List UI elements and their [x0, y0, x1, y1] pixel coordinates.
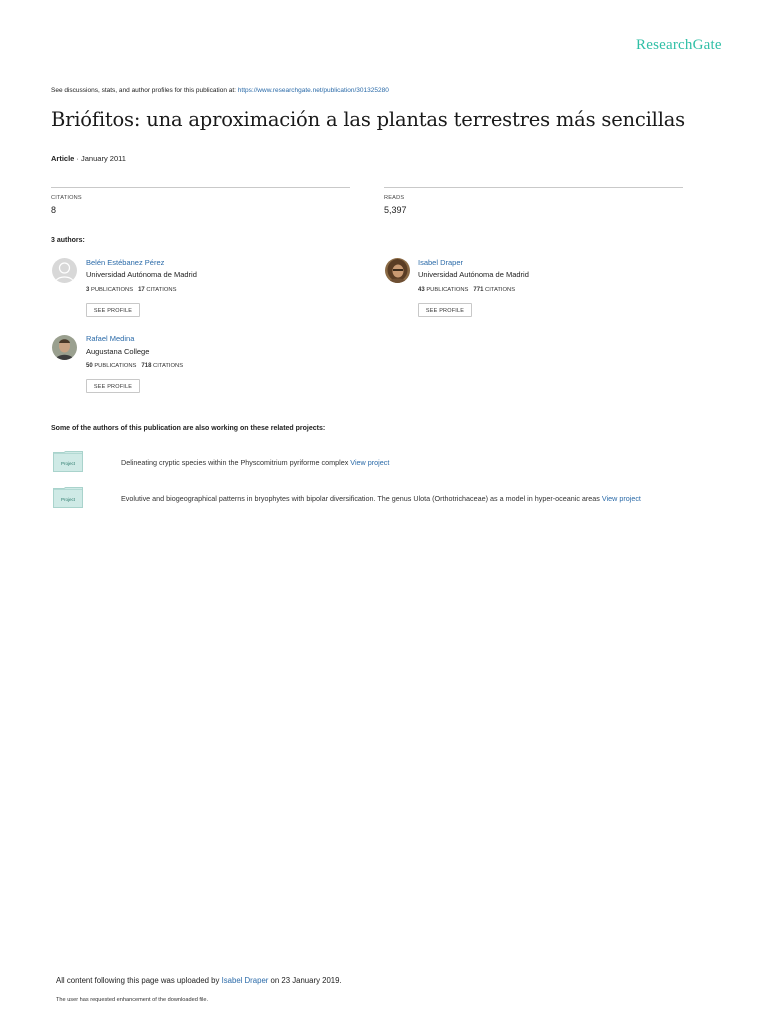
project-description — [121, 494, 641, 503]
uploader-link[interactable]: Isabel Draper — [221, 976, 269, 985]
publications-label: PUBLICATIONS — [426, 287, 469, 293]
citations-label: CITATIONS — [146, 287, 177, 293]
researchgate-logo[interactable]: ResearchGate — [636, 37, 722, 53]
author-name[interactable]: Isabel Draper — [418, 258, 464, 267]
citations-label: CITATIONS — [51, 195, 82, 201]
author-stats — [418, 287, 515, 293]
discussion-prefix: See discussions, stats, and author profiles for this publication at: — [51, 87, 238, 94]
project-icon-label: Project — [60, 497, 76, 502]
upload-info — [56, 976, 342, 985]
author-institution: Augustana College — [86, 347, 150, 356]
publication-url-link[interactable]: https://www.researchgate.net/publication/301325280 — [237, 87, 389, 94]
project-title: Delineating cryptic species within the Physcomitrium pyriforme complex — [121, 458, 351, 467]
author-institution: Universidad Autónoma de Madrid — [86, 270, 197, 279]
project-folder-icon[interactable] — [53, 487, 83, 508]
author-institution: Universidad Autónoma de Madrid — [418, 270, 529, 279]
avatar-photo[interactable] — [385, 258, 410, 283]
citations-count: 718 — [141, 363, 152, 369]
related-projects-heading: Some of the authors of this publication are also working on these related projects: — [51, 425, 326, 432]
author-name[interactable]: Rafael Medina — [86, 334, 135, 343]
authors-heading: 3 authors: — [51, 237, 85, 244]
citations-count: 17 — [138, 287, 145, 293]
upload-suffix: on 23 January 2019. — [268, 976, 342, 985]
project-folder-icon[interactable] — [53, 451, 83, 472]
citations-count: 771 — [473, 287, 484, 293]
citations-label: CITATIONS — [153, 363, 184, 369]
citations-label: CITATIONS — [485, 287, 516, 293]
avatar-photo[interactable] — [52, 335, 77, 360]
avatar-placeholder[interactable] — [52, 258, 77, 283]
enhancement-note: The user has requested enhancement of the downloaded file. — [56, 997, 209, 1003]
project-title: Evolutive and biogeographical patterns in bryophytes with bipolar diversification. The genus Ulota (Orthotrichaceae) as a model in hyper-oceanic areas — [121, 494, 602, 503]
author-name[interactable]: Belén Estébanez Pérez — [86, 258, 165, 267]
see-profile-button[interactable]: SEE PROFILE — [86, 379, 140, 393]
publications-label: PUBLICATIONS — [94, 363, 137, 369]
meta-separator: · — [74, 154, 82, 163]
see-profile-button[interactable]: SEE PROFILE — [86, 303, 140, 317]
publications-count: 50 — [86, 363, 93, 369]
see-profile-button[interactable]: SEE PROFILE — [418, 303, 472, 317]
publication-type: Article — [51, 154, 75, 163]
reads-label: READS — [384, 195, 405, 201]
publication-date: January 2011 — [81, 154, 126, 163]
author-stats — [86, 287, 176, 293]
publications-label: PUBLICATIONS — [90, 287, 134, 293]
author-stats — [86, 363, 183, 369]
discussion-line — [51, 87, 389, 94]
citations-divider — [51, 187, 350, 188]
publications-count: 43 — [418, 287, 425, 293]
project-icon-label: Project — [60, 461, 76, 466]
publication-meta — [51, 154, 126, 163]
upload-prefix: All content following this page was uploaded by — [56, 976, 222, 985]
citations-value: 8 — [51, 205, 57, 215]
reads-divider — [384, 187, 683, 188]
view-project-link[interactable]: View project — [601, 494, 641, 503]
publication-title: Briófitos: una aproximación a las plantas terrestres más sencillas — [51, 108, 685, 131]
publications-count: 3 — [86, 287, 90, 293]
view-project-link[interactable]: View project — [350, 458, 390, 467]
reads-value: 5,397 — [384, 205, 407, 215]
project-description — [121, 458, 389, 467]
